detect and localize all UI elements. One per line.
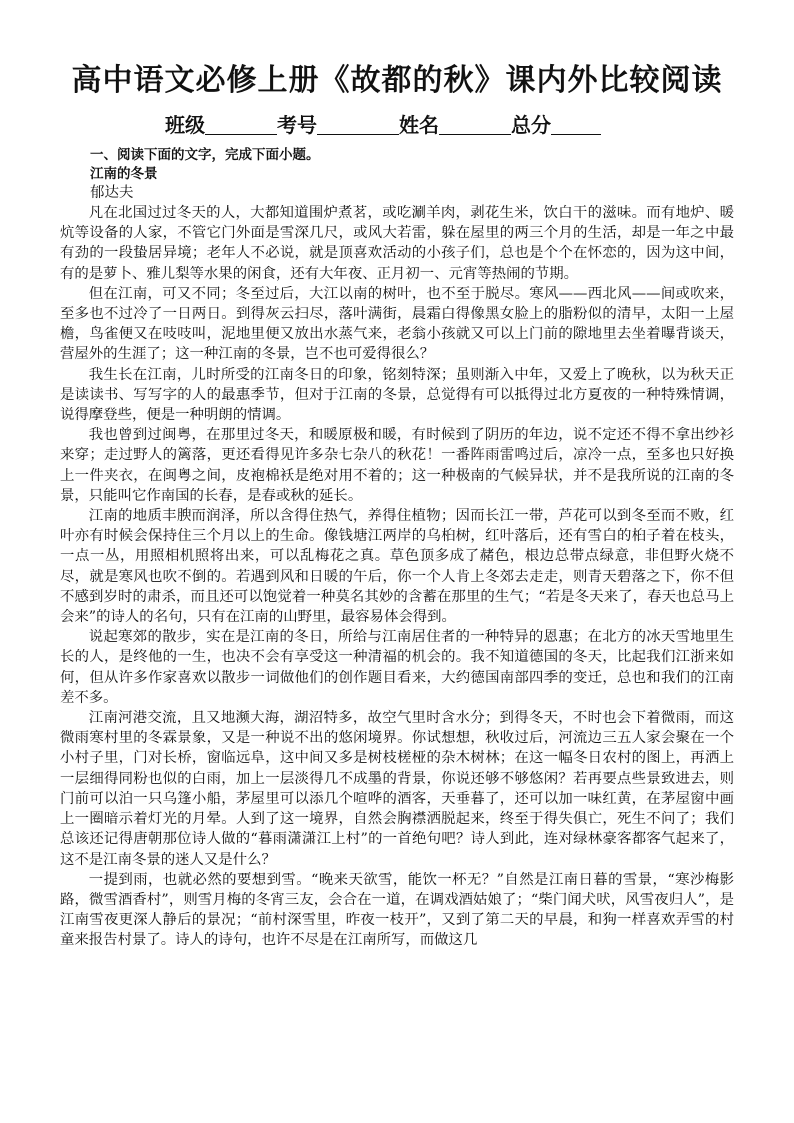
class-blank[interactable] [205, 114, 277, 135]
article-author: 郁达夫 [90, 185, 134, 201]
paragraph: 江南的地质丰腴而润泽，所以含得住热气，养得住植物；因而长江一带，芦花可以到冬至而不败，红叶亦有时候会保持住三个月以上的生命。像钱塘江两岸的乌桕树，红叶落后，还有雪白的桕子着在枝头，一点一丛，用照相机照将出来，可以乱梅花之真。草色顶多成了赭色，根边总带点绿意，非但野火烧不尽，就是寒风也吹不倒的。若遇到风和日暖的午后，你一个人肯上冬郊去走走，则青天碧落之下，你不但不感到岁时的肃杀，而且还可以饱觉着一种莫名其妙的含蓄在那里的生气；“若是冬天来了，春天也总马上会来”的诗人的名句，只有在江南的山野里，最容易体会得到。 [60, 508, 734, 626]
paragraph: 我也曾到过闽粤，在那里过冬天，和暖原极和暖，有时候到了阴历的年边，说不定还不得不拿出纱衫来穿；走过野人的篱落，更还看得见许多杂七杂八的秋花！一番阵雨雷鸣过后，凉冷一点，至多也只好换上一件夹衣，在闽粤之间，皮袍棉袄是绝对用不着的；这一种极南的气候异状，并不是我所说的江南的冬景，只能叫它作南国的长春，是春或秋的延长。 [60, 427, 734, 504]
paragraph: 江南河港交流，且又地濒大海，湖沼特多，故空气里时含水分；到得冬天，不时也会下着微雨，而这微雨寒村里的冬霖景象，又是一种说不出的悠闲境界。你试想想，秋收过后，河流边三五人家会聚在一个小村子里，门对长桥，窗临远阜，这中间又多是树枝槎桠的杂木树林；在这一幅冬日农村的图上，再洒上一层细得同粉也似的白雨，加上一层淡得几不成墨的背景，你说还够不够悠闲？若再要点些景致进去，则门前可以泊一只乌篷小船，茅屋里可以添几个喧哗的酒客，天垂暮了，还可以加一味红黄，在茅屋窗中画上一圈暗示着灯光的月晕。人到了这一境界，自然会胸襟洒脱起来，终至于得失俱亡，死生不问了；我们总该还记得唐朝那位诗人做的“暮雨潇潇江上村”的一首绝句吧？诗人到此，连对绿林豪客都客气起来了，这不是江南冬景的迷人又是什么？ [60, 710, 734, 868]
paragraph: 我生长在江南，儿时所受的江南冬日的印象，铭刻特深；虽则渐入中年，又爱上了晚秋，以为秋天正是读读书、写写字的人的最惠季节，但对于江南的冬景，总觉得有可以抵得过北方夏夜的一种特殊情调，说得摩登些，便是一种明朗的情调。 [60, 366, 734, 424]
score-label: 总分 [511, 113, 551, 137]
student-info-line [165, 112, 601, 138]
paragraph: 一提到雨，也就必然的要想到雪。“晚来天欲雪，能饮一杯无？”自然是江南日暮的雪景，“寒沙梅影路，微雪酒香村”，则雪月梅的冬宵三友，会合在一道，在调戏酒姑娘了；“柴门闻犬吠，风雪夜归人”，是江南雪夜更深人静后的景况；“前村深雪里，昨夜一枝开”，又到了第二天的早晨，和狗一样喜欢弄雪的村童来报告村景了。诗人的诗句，也许不尽是在江南所写，而做这几 [60, 871, 734, 949]
article-body [60, 203, 734, 951]
paragraph: 说起寒郊的散步，实在是江南的冬日，所给与江南居住者的一种特异的恩惠；在北方的冰天雪地里生长的人，是终他的一生，也决不会有享受这一种清福的机会的。我不知道德国的冬天，比起我们江浙来如何，但从许多作家喜欢以散步一词做他们的创作题目看来，大约德国南部四季的变迁，总也和我们的江南差不多。 [60, 629, 734, 706]
page-title: 高中语文必修上册《故都的秋》课内外比较阅读 [71, 63, 723, 98]
paragraph: 但在江南，可又不同；冬至过后，大江以南的树叶，也不至于脱尽。寒风——西北风——间或吹来，至多也不过冷了一日两日。到得灰云扫尽，落叶满街，晨霜白得像黑女脸上的脂粉似的清早，太阳一上屋檐，鸟雀便又在吱吱叫，泥地里便又放出水蒸气来，老翁小孩就又可以上门前的隙地里去坐着曝背谈天，营屋外的生涯了；这一种江南的冬景，岂不也可爱得很么？ [60, 285, 734, 363]
number-label: 考号 [277, 113, 317, 137]
article-title: 江南的冬景 [90, 166, 158, 182]
paragraph: 凡在北国过过冬天的人，大都知道围炉煮茗，或吃涮羊肉，剥花生米，饮白干的滋味。而有地炉、暖炕等设备的人家，不管它门外面是雪深几尺，或风大若雷，躲在屋里的两三个月的生活，却是一年之中最有劲的一段蛰居异境；老年人不必说，就是顶喜欢活动的小孩子们，总也是个个在怀恋的，因为这中间，有的是萝卜、雅儿梨等水果的闲食，还有大年夜、正月初一、元宵等热闹的节期。 [60, 205, 734, 282]
class-label: 班级 [165, 113, 205, 137]
section-heading: 一、阅读下面的文字，完成下面小题。 [90, 147, 320, 163]
score-blank[interactable] [551, 114, 601, 135]
name-blank[interactable] [439, 114, 511, 135]
number-blank[interactable] [317, 114, 399, 135]
name-label: 姓名 [399, 113, 439, 137]
